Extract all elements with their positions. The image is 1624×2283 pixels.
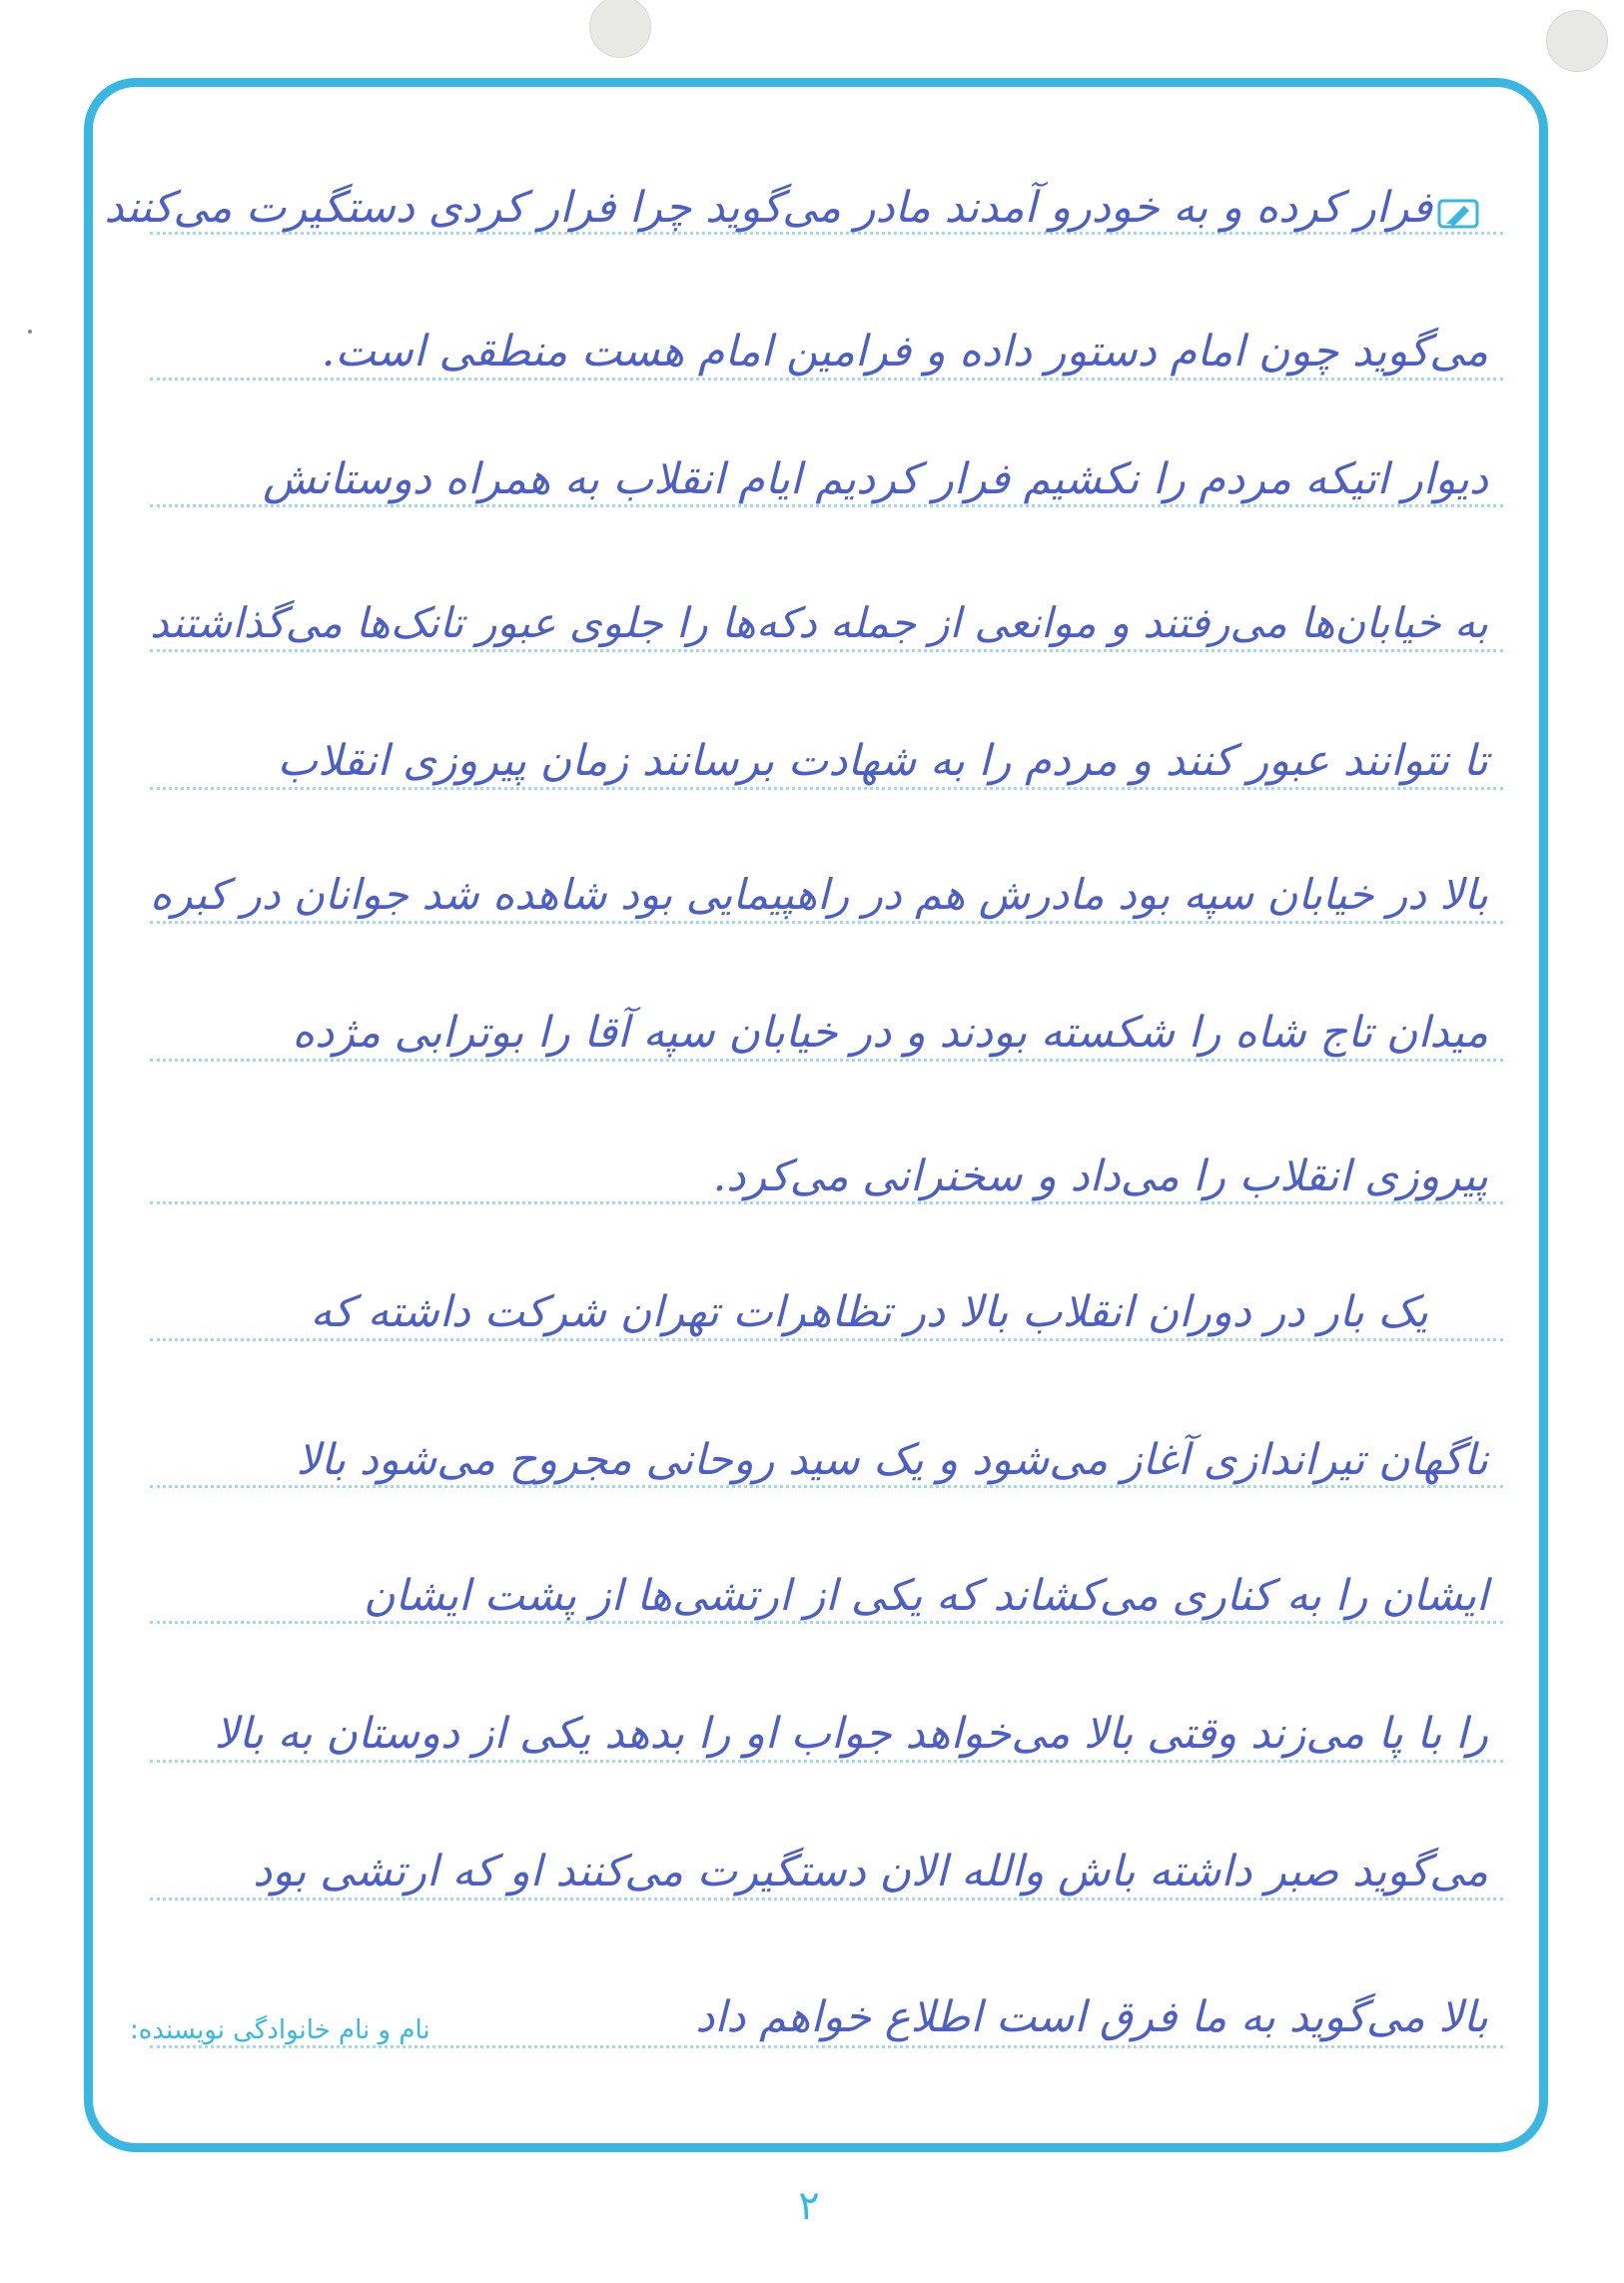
binder-hole-right bbox=[1546, 10, 1608, 72]
pencil-icon bbox=[1436, 198, 1480, 230]
handwritten-line-1: فرار کرده و به خودرو آمدند مادر می‌گوید چرا فرار کردی دستگیرت می‌کنند bbox=[104, 183, 1432, 233]
handwritten-line-11: ایشان را به کناری می‌کشاند که یکی از ارتشی‌ها از پشت ایشان bbox=[363, 1571, 1488, 1621]
handwritten-line-14: بالا می‌گوید به ما فرق است اطلاع خواهم داد bbox=[695, 1992, 1488, 2042]
page-number: ۲ bbox=[798, 2183, 820, 2229]
handwritten-line-5: تا نتوانند عبور کنند و مردم را به شهادت برسانند زمان پیروزی انقلاب bbox=[277, 736, 1488, 786]
handwritten-line-6: بالا در خیابان سپه بود مادرش هم در راهپیمایی بود شاهده شد جوانان در کبره bbox=[150, 870, 1488, 919]
handwritten-line-9: یک بار در دوران انقلاب بالا در تظاهرات تهران شرکت داشته که bbox=[310, 1287, 1428, 1337]
handwritten-line-3: دیوار اتیکه مردم را نکشیم فرار کردیم ایام انقلاب به همراه دوستانش bbox=[263, 454, 1488, 504]
handwritten-line-2: می‌گوید چون امام دستور داده و فرامین امام هست منطقی است. bbox=[321, 327, 1488, 377]
binder-hole-left bbox=[589, 0, 651, 58]
stray-mark bbox=[28, 330, 32, 334]
handwritten-line-8: پیروزی انقلاب را می‌داد و سخنرانی می‌کرد. bbox=[712, 1151, 1488, 1201]
handwritten-line-10: ناگهان تیراندازی آغاز می‌شود و یک سید روحانی مجروح می‌شود بالا bbox=[296, 1435, 1488, 1485]
handwritten-line-12: را با پا می‌زند وقتی بالا می‌خواهد جواب او را بدهد یکی از دوستان به بالا bbox=[214, 1709, 1488, 1759]
handwritten-line-7: میدان تاج شاه را شکسته بودند و در خیابان سپه آقا را بوترابی مژده bbox=[292, 1008, 1488, 1058]
handwritten-line-4: به خیابان‌ها می‌رفتند و موانعی از جمله دکه‌ها را جلوی عبور تانک‌ها می‌گذاشتند bbox=[150, 598, 1488, 647]
handwritten-line-13: می‌گوید صبر داشته باش والله الان دستگیرت می‌کنند او که ارتشی بود bbox=[253, 1847, 1488, 1897]
author-name-label: نام و نام خانوادگی نویسنده: bbox=[130, 2015, 430, 2045]
